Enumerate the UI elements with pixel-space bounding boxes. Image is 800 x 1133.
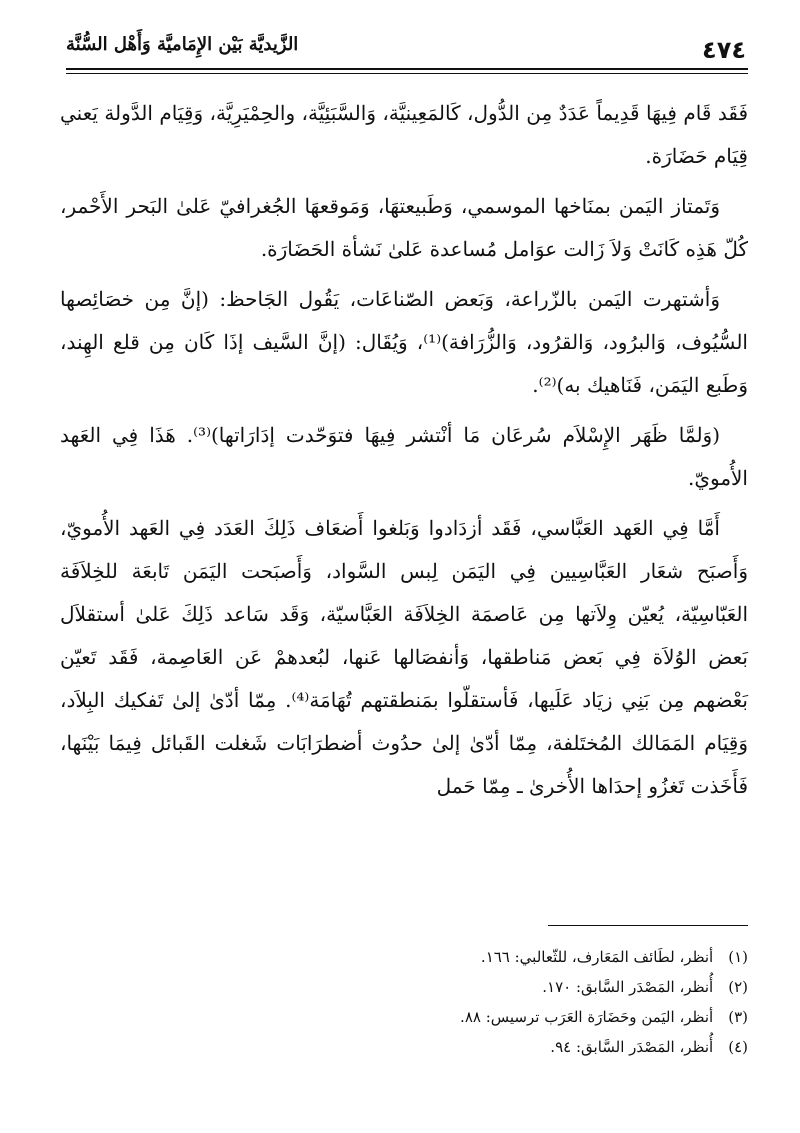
footnote-number: (٣) xyxy=(728,1008,748,1026)
footnotes xyxy=(60,942,748,1062)
footnote-text: أُنظر، المَصْدَر السَّابق: ١٧٠. xyxy=(542,978,714,996)
body-text xyxy=(60,92,748,815)
paragraph: وَأشتهرت اليَمن بالزّراعة، وَبَعض الصّناعَات، يَقُول الجَاحظ: (إنَّ مِن خصَائِصها السُّيُوف، وَالبرُود، وَالقرُود، وَالزُّرَافة)⁽¹⁾، وَيُقَال: (إنَّ السَّيف إذَا كَان مِن قلع الهِند، وَطَبع اليَمَن، فَنَاهيك به)⁽²⁾. xyxy=(60,287,748,397)
footnote xyxy=(60,1032,748,1062)
header-divider-thin xyxy=(66,73,748,74)
footnote xyxy=(60,1002,748,1032)
footnote-text: أُنظر، المَصْدَر السَّابق: ٩٤. xyxy=(550,1038,714,1056)
footnote xyxy=(60,972,748,1002)
footnote-number: (٤) xyxy=(728,1038,748,1056)
paragraph: وَتَمتاز اليَمن بمنَاخها الموسمي، وَطَبيعتهَا، وَمَوقعهَا الجُغرافيّ عَلىٰ البَحر الأَحْمر، كُلّ هَذِه كَانَتْ وَلاَ زَالت عوَامل مُساعدة عَلىٰ نَشأة الحَضَارَة. xyxy=(60,194,748,261)
paragraph: أَمَّا فِي العَهد العَبَّاسي، فَقَد أزدَادوا وَبَلغوا أَضعَاف ذَلِكَ العَدَد فِي العَهد الأُمويّ، وَأَصبَح شعَار العَبَّاسِيين فِي اليَمَن لِبس السَّواد، وَأَصبَحت اليَمَن تَابعَة للخِلاَفَة العَبّاسِيّة، يُعيّن وِلاَتها مِن عَاصمَة الخِلاَفَة العَبَّاسيّة، وَقَد سَاعد ذَلِكَ عَلىٰ أستقلاَل بَعض الوُلاَة فِي بَعض مَناطقها، وَأنفصَالها عَنها، لبُعدهمْ عَن العَاصِمة، فَقَد تَعيّن بَعْضهم مِن بَنِي زيَاد عَلَيها، فَأستقلّوا بمَنطقتهم تُهَامَة⁽⁴⁾. مِمّا أدّىٰ إلىٰ تَفكيك البِلاَد، وَقِيَام المَمَالك المُختَلفة، مِمّا أدّىٰ إلىٰ حدُوث أضطرَابَات شَغلت القَبائل فِيمَا بَيْنَها، فَأَخَذت تَغزُو إحدَاها الأُخرىٰ ـ مِمّا حَمل xyxy=(60,516,749,798)
page-header xyxy=(66,28,746,68)
footnote-number: (١) xyxy=(728,948,748,966)
footnote-text: أنظر، لطَائف المَعَارف، للثّعالبي: ١٦٦. xyxy=(480,948,714,966)
header-divider xyxy=(66,68,748,70)
page-number: ٤٧٤ xyxy=(702,36,746,64)
footnote-number: (٢) xyxy=(728,978,748,996)
paragraph: فَقَد قَام فِيهَا قَدِيماً عَدَدٌ مِن الدُّول، كَالمَعِينيَّة، وَالسَّبَئِيَّة، والحِمْيَرِيَّة، وَقِيَام الدَّولة يَعني قِيَام حَضَارَة. xyxy=(60,101,748,168)
running-title: الزَّيديَّة بَيْن الإِمَاميَّة وَأَهْل السُّنَّة xyxy=(66,34,299,55)
footnote xyxy=(60,942,748,972)
footnote-text: أنظر، اليَمن وحَضَارَة العَرَب ترسيس: ٨٨. xyxy=(460,1008,714,1026)
footnote-divider xyxy=(548,925,748,926)
paragraph: (وَلمَّا ظَهَر الإِسْلاَم سُرعَان مَا أنْتشر فِيهَا فتوَحّدت إدَارَاتها)⁽³⁾. هَذَا فِي العَهد الأُمويّ. xyxy=(60,423,748,490)
